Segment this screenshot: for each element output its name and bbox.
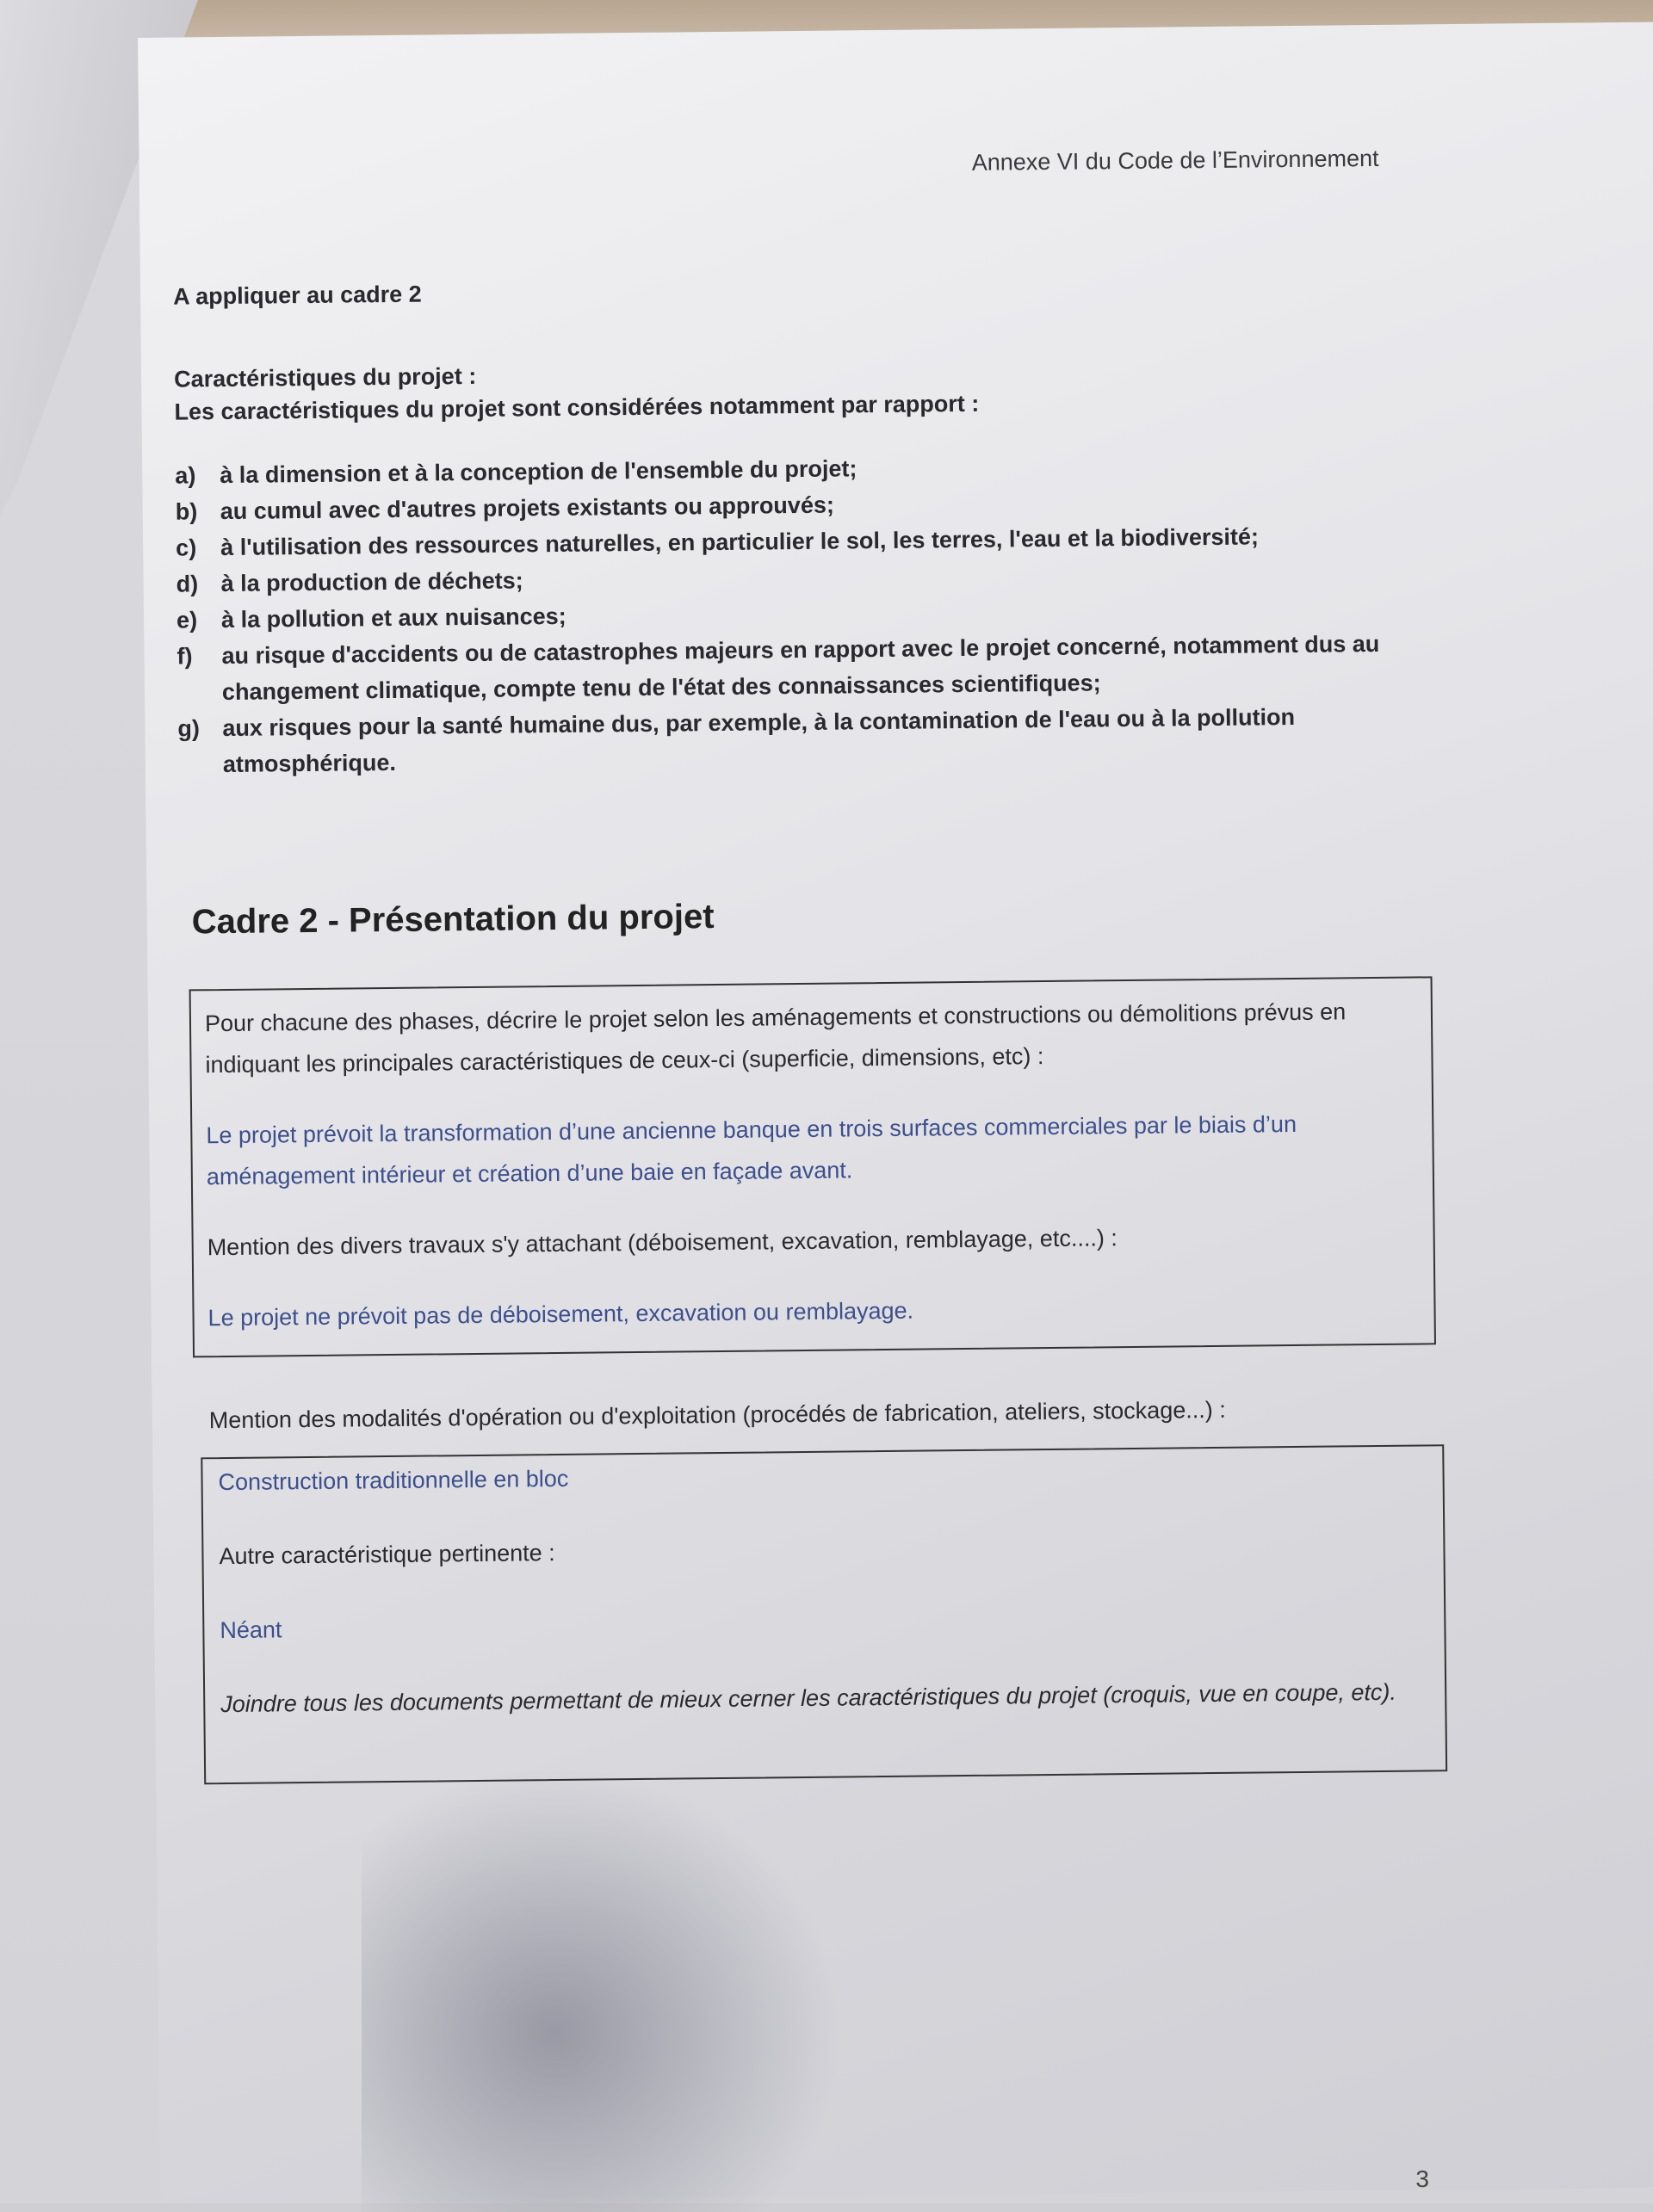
operations-box [201,1444,1447,1784]
phases-answer: Le projet prévoit la transformation d’une ancienne banque en trois surfaces commerciales par le biais d’un aménagement intérieur et création d’une baie en façade avant. [206,1110,1297,1190]
list-item: d) à la production de déchets; [176,567,523,597]
operations-question: Mention des modalités d'opération ou d'exploitation (procédés de fabrication, ateliers, stockage...) : [208,1396,1226,1434]
operations-answer: Construction traditionnelle en bloc [218,1465,569,1496]
phases-question: Pour chacune des phases, décrire le projet selon les aménagements et constructions ou démolitions prévus en indiquant les principales caractéristiques de ceux-ci (superficie, dimensions, etc) : [204,998,1347,1078]
attachments-note: Joindre tous les documents permettant de mieux cerner les caractéristiques du projet (croquis, vue en coupe, etc). [220,1678,1397,1718]
list-item: e) à la pollution et aux nuisances; [176,602,566,633]
works-answer: Le projet ne prévoit pas de déboisement, excavation ou remblayage. [207,1297,914,1332]
phases-box [189,976,1436,1357]
cadre-title: Cadre 2 - Présentation du projet [191,898,715,942]
page-number: 3 [1415,2166,1429,2192]
characteristics-intro: Les caractéristiques du projet sont considérées notamment par rapport : [174,390,980,425]
list-item: a) à la dimension et à la conception de l'ensemble du projet; [175,455,857,489]
apply-heading: A appliquer au cadre 2 [172,281,422,310]
other-answer: Néant [220,1616,282,1644]
works-question: Mention des divers travaux s'y attachant (déboisement, excavation, remblayage, etc....) : [207,1225,1118,1261]
hand-shadow [362,1764,844,2212]
other-question: Autre caractéristique pertinente : [219,1540,555,1570]
characteristics-title: Caractéristiques du projet : [173,362,477,392]
criteria-list [175,445,1401,783]
list-item: c) à l'utilisation des ressources naturelles, en particulier le sol, les terres, l'eau et la biodiversité; [176,523,1260,561]
list-item: b) au cumul avec d'autres projets existants ou approuvés; [175,491,835,525]
list-item: g) aux risques pour la santé humaine dus, par exemple, à la contamination de l'eau ou à la pollution atmosphérique. [177,703,1296,778]
list-item: f) au risque d'accidents ou de catastrophes majeurs en rapport avec le projet concerné, notamment dus au changement climatique, compte tenu de l'état des connaissances scientifiques; [176,630,1380,706]
annex-reference: Annexe VI du Code de l’Environnement [971,145,1379,176]
characteristics-heading [174,355,979,429]
